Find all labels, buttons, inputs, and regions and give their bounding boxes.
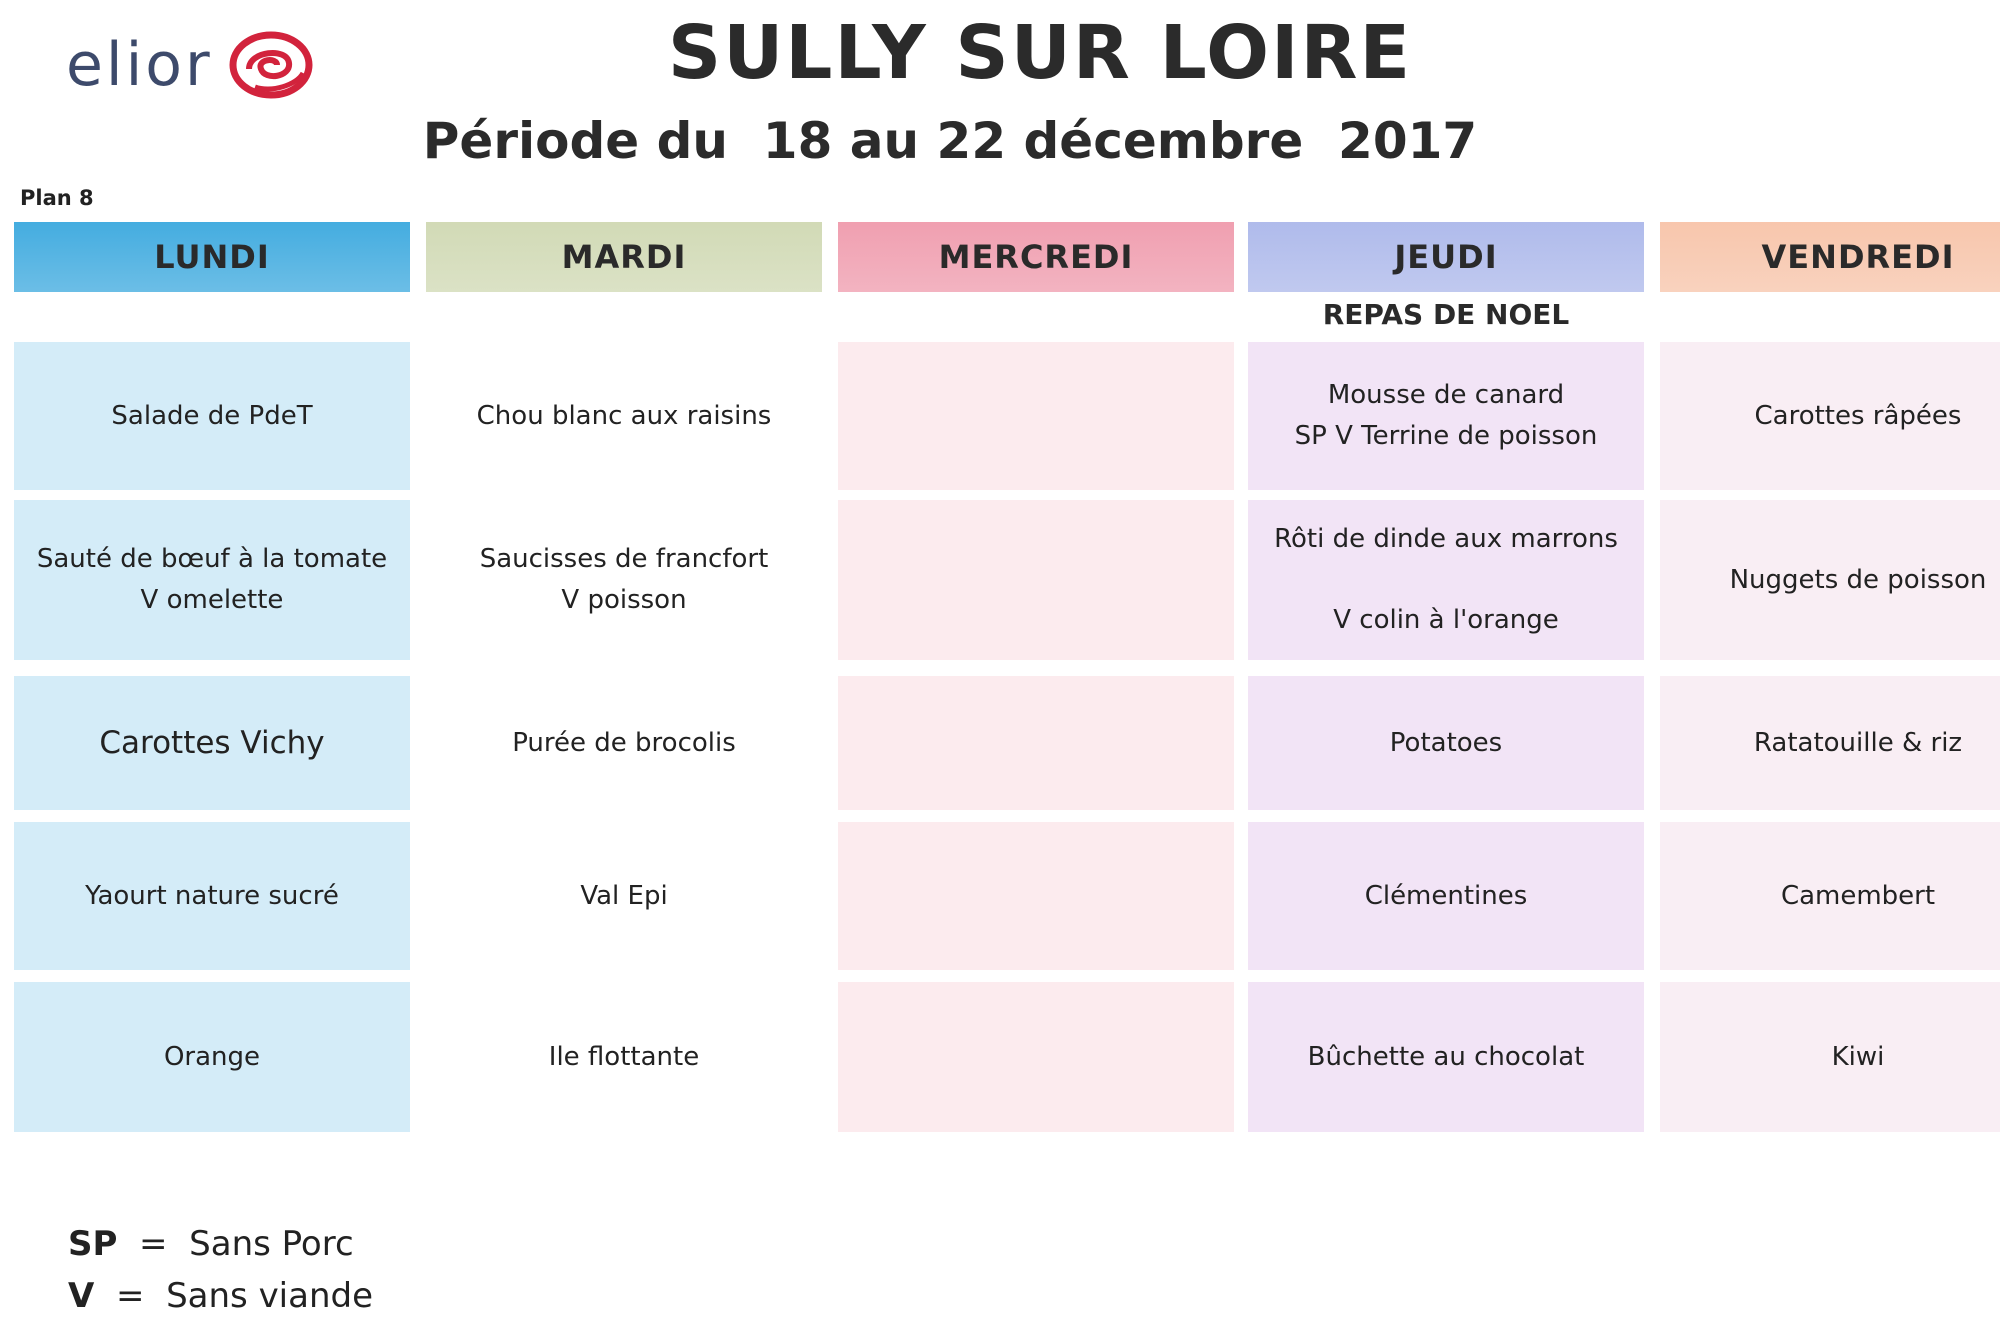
menu-item-line: Val Epi [580,880,668,911]
menu-item-line: V poisson [561,585,687,615]
menu-cell-mardi [426,500,822,660]
day-header-mercredi: MERCREDI [838,222,1234,292]
menu-cell-vendredi [1660,500,2000,660]
legend-text: Sans viande [166,1276,374,1316]
page-title: SULLY SUR LOIRE [667,10,1413,96]
menu-cell-lundi [14,500,410,660]
menu-item-line: Yaourt nature sucré [85,880,339,911]
legend-text: Sans Porc [189,1224,354,1264]
menu-cell-mercredi [838,676,1234,810]
menu-cell-jeudi [1248,822,1644,970]
day-header-jeudi: JEUDI [1248,222,1644,292]
menu-item-line: Mousse de canard [1327,380,1565,410]
elior-logo [66,30,315,100]
menu-item-line: Ile flottante [548,1041,700,1072]
day-header-mardi: MARDI [426,222,822,292]
menu-item-line: Orange [163,1041,261,1072]
menu-item-line: Nuggets de poisson [1729,564,1987,595]
menu-cell-lundi [14,822,410,970]
menu-item-line: Sauté de bœuf à la tomate [36,544,388,574]
menu-item-line: Purée de brocolis [512,727,736,758]
menu-item-line: Carottes Vichy [99,724,325,761]
menu-item-line: V colin à l'orange [1333,605,1559,635]
menu-cell-mardi [426,676,822,810]
period-subtitle: Période du 18 au 22 décembre 2017 [422,112,1478,170]
brand-name: elior [66,30,213,100]
menu-cell-mercredi [838,822,1234,970]
menu-item-line: Bûchette au chocolat [1307,1041,1585,1072]
menu-item-line: Potatoes [1389,727,1503,758]
menu-item-line: Kiwi [1831,1041,1885,1072]
legend-eq: = [115,1276,145,1316]
menu-cell-mercredi [838,500,1234,660]
menu-cell-mardi [426,822,822,970]
menu-cell-vendredi [1660,676,2000,810]
menu-cell-lundi [14,982,410,1132]
menu-item-line: Ratatouille & riz [1753,727,1963,758]
menu-cell-vendredi [1660,822,2000,970]
repas-de-noel-note: REPAS DE NOEL [1322,298,1570,331]
day-header-lundi: LUNDI [14,222,410,292]
legend-eq: = [139,1224,168,1264]
menu-cell-mardi [426,342,822,490]
menu-item-line: Clémentines [1364,880,1528,911]
legend-v [68,1276,373,1316]
menu-cell-lundi [14,676,410,810]
menu-item-line: Rôti de dinde aux marrons [1274,524,1618,554]
menu-item-line: Saucisses de francfort [479,544,769,574]
elior-rose-icon [227,29,315,101]
menu-cell-lundi [14,342,410,490]
menu-item-line: V omelette [140,585,284,615]
menu-item-line: SP V Terrine de poisson [1294,421,1598,451]
menu-cell-mardi [426,982,822,1132]
menu-cell-jeudi [1248,342,1644,490]
menu-cell-vendredi [1660,342,2000,490]
menu-item-line: Salade de PdeT [111,400,313,431]
menu-cell-vendredi [1660,982,2000,1132]
legend-sp [68,1224,354,1264]
legend-code: SP [68,1224,118,1264]
menu-item-line: Carottes râpées [1754,400,1962,431]
day-header-vendredi: VENDREDI [1660,222,2000,292]
menu-item-line: Chou blanc aux raisins [476,400,772,431]
menu-cell-jeudi [1248,982,1644,1132]
menu-cell-jeudi [1248,676,1644,810]
menu-item-line: Camembert [1780,880,1936,911]
menu-cell-mercredi [838,982,1234,1132]
menu-cell-mercredi [838,342,1234,490]
plan-label: Plan 8 [20,186,94,210]
menu-cell-jeudi [1248,500,1644,660]
legend-code: V [68,1276,95,1316]
